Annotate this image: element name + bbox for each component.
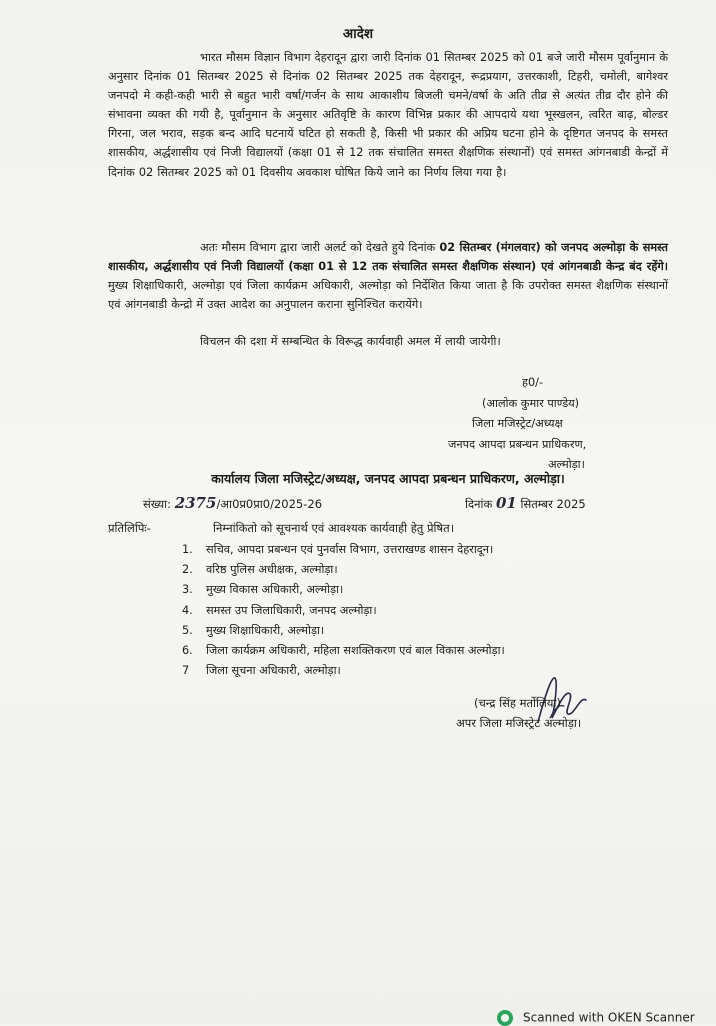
list-item xyxy=(182,641,642,661)
signatory-place: अल्मोड़ा। xyxy=(548,458,585,471)
signatory-block-dm xyxy=(448,373,668,476)
ref-number: 2375 xyxy=(174,494,217,512)
signatory-block-adm xyxy=(456,693,581,733)
list-item xyxy=(182,560,642,580)
order-paragraph-2-end: मुख्य शिक्षाधिकारी, अल्मोड़ा एवं जिला कार्यक्रम अधिकारी, अल्मोड़ा को निर्देशित किया जाता है कि उपरोक्त समस्त शैक्षणिक संस्थानों एवं आंगनबाडी केन्द्रो में उक्त आदेश का अनुपालन कराना सुनिश्चित करायेंगे। xyxy=(108,279,668,312)
list-item-text: समस्त उप जिलाधिकारी, जनपद अल्मोड़ा। xyxy=(206,603,377,617)
list-item xyxy=(182,580,642,600)
list-item-number: 5. xyxy=(182,623,193,637)
reference-line xyxy=(143,494,643,512)
date-rest: सितम्बर 2025 xyxy=(520,497,586,511)
list-item-text: सचिव, आपदा प्रबन्धन एवं पुनर्वास विभाग, उत्तराखण्ड शासन देहरादून। xyxy=(206,543,494,556)
signatory2-designation: अपर जिला मजिस्ट्रेट अल्मोड़ा। xyxy=(456,716,582,730)
list-item-number: 1. xyxy=(182,543,193,556)
list-item-text: जिला कार्यक्रम अधिकारी, महिला सशक्तिकरण एवं बाल विकास अल्मोड़ा। xyxy=(206,644,505,658)
order-paragraph-3: विचलन की दशा में सम्बन्धित के विरूद्ध कार्यवाही अमल में लायी जायेगी। xyxy=(200,335,501,348)
order-paragraph-2-bold: 02 सितम्बर (मंगलवार) को जनपद अल्मोड़ा के समस्त शासकीय, अर्द्धशासीय एवं निजी विद्यालयों (कक्षा 01 से 12 तक संचालित समस्त शैक्षणिक संस्थान) एवं आंगनबाडी केन्द्र बंद रहेंगे। xyxy=(108,241,668,274)
order-title: आदेश xyxy=(342,26,374,42)
scanner-text: Scanned with OKEN Scanner xyxy=(523,1010,695,1025)
signatory-authority: जनपद आपदा प्रबन्धन प्राधिकरण, xyxy=(448,437,587,451)
list-item-number: 3. xyxy=(182,583,193,597)
copy-intro: निम्नांकितो को सूचनार्थ एवं आवश्यक कार्यवाही हेतु प्रेषित। xyxy=(213,521,455,535)
list-item-number: 6. xyxy=(182,644,193,658)
order-paragraph-2-start: अतः मौसम विभाग द्वारा जारी अलर्ट को देखते हुये दिनांक xyxy=(200,241,440,254)
signatory-designation: जिला मजिस्ट्रेट/अध्यक्ष xyxy=(472,417,563,430)
list-item-text: वरिष्ठ पुलिस अधीक्षक, अल्मोड़ा। xyxy=(206,563,338,577)
signatory2-name: (चन्द्र सिंह मर्तोलिया) xyxy=(474,696,561,710)
copy-label: प्रतिलिपिः- xyxy=(108,521,151,535)
list-item-number: 4. xyxy=(182,603,193,617)
office-heading: कार्यालय जिला मजिस्ट्रेट/अध्यक्ष, जनपद आपदा प्रबन्धन प्राधिकरण, अल्मोड़ा। xyxy=(211,471,565,486)
list-item-number: 2. xyxy=(182,563,193,577)
date-label: दिनांक xyxy=(465,497,493,511)
list-item xyxy=(182,601,642,621)
list-item-number: 7 xyxy=(182,664,190,678)
order-paragraph-2 xyxy=(108,238,668,314)
signed-mark: ह0/- xyxy=(522,376,544,389)
date-day: 01 xyxy=(495,494,517,512)
ref-label: संख्या: xyxy=(143,497,172,511)
list-item xyxy=(182,621,642,641)
copy-heading xyxy=(108,521,455,536)
list-item-text: जिला सूचना अधिकारी, अल्मोड़ा। xyxy=(206,664,341,678)
list-item-text: मुख्य विकास अधिकारी, अल्मोड़ा। xyxy=(206,583,344,597)
signatory-name: (आलोक कुमार पाण्डेय) xyxy=(482,396,580,410)
list-item xyxy=(182,540,642,560)
order-paragraph-1: भारत मौसम विज्ञान विभाग देहरादून द्वारा जारी दिनांक 01 सितम्बर 2025 को 01 बजे जारी मौसम पूर्वानुमान के अनुसार दिनांक 01 सितम्बर 2025 से दिनांक 02 सितम्बर 2025 तक देहरादून, रूद्रप्रयाग, उत्तरकाशी, टिहरी, चमोली, बागेश्वर जनपदो मे कही-कही भारी से बहुत भारी वर्षा/गर्जन के साथ आकाशीय बिजली चमने/वर्षा के अति तीव्र से अत्यंत तीव्र दौर होने की संभावना व्यक्त की गयी है, पूर्वानुमान के अनुसार अतिवृष्टि के कारण विभिन्न प्रकार की आपदाये यथा भूस्खलन, त्वरित बाढ़, बोल्डर गिरना, जल भराव, सड़क बन्द आदि घटनायें घटित हो सकती है, किसी भी प्रकार की अप्रिय घटना होने के दृष्टिगत जनपद के समस्त शासकीय, अर्द्धशासीय एवं निजी विद्यालयों (कक्षा 01 से 12 तक संचालित समस्त शैक्षणिक संस्थानों) एवं समस्त आंगनबाडी केन्द्रों में दिनांक 02 सितम्बर 2025 को 01 दिवसीय अवकाश घोषित किये जाने का निर्णय लिया गया है। xyxy=(108,51,668,179)
ref-date xyxy=(465,494,586,512)
list-item-text: मुख्य शिक्षाधिकारी, अल्मोड़ा। xyxy=(206,623,325,637)
ref-suffix: /आ0प्र0प्रा0/2025-26 xyxy=(216,497,323,511)
